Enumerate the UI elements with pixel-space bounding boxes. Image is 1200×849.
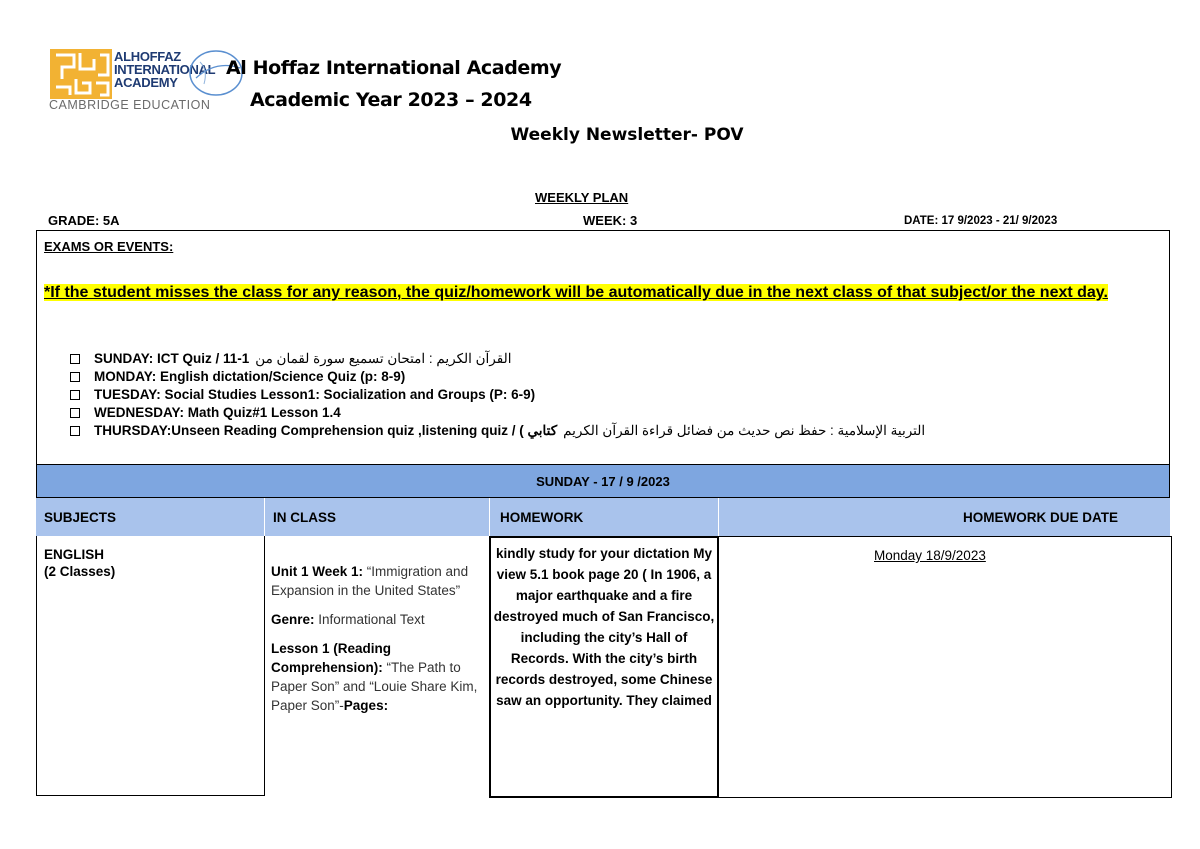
academy-logo-subtitle: CAMBRIDGE EDUCATION bbox=[49, 98, 211, 112]
school-name: Al Hoffaz International Academy bbox=[226, 57, 562, 79]
lesson-text: “The Path to Paper Son” and “Louie Share Kim, Paper Son”- bbox=[271, 660, 478, 713]
checkbox-icon[interactable] bbox=[70, 408, 80, 418]
event-item-wednesday: WEDNESDAY: Math Quiz#1 Lesson 1.4 bbox=[70, 404, 925, 422]
events-list bbox=[70, 350, 925, 440]
checkbox-icon[interactable] bbox=[70, 372, 80, 382]
week-label: WEEK: 3 bbox=[583, 213, 638, 228]
academy-logo-text: ALHOFFAZ INTERNATIONAL ACADEMY bbox=[114, 49, 216, 90]
unit-text: “Immigration and Expansion in the United States” bbox=[271, 564, 469, 598]
lesson-label: Lesson 1 (Reading Comprehension): bbox=[271, 641, 392, 675]
event-item-thursday: THURSDAY:Unseen Reading Comprehension quiz ,listening quiz / ( كتابي التربية الإسلامية : حفظ نص حديث من فضائل قراءة القرآن الكريم bbox=[70, 422, 925, 440]
grade-label: GRADE: 5A bbox=[48, 213, 120, 228]
checkbox-icon[interactable] bbox=[70, 354, 80, 364]
due-date-text: Monday 18/9/2023 bbox=[874, 548, 986, 563]
pages-label: Pages: bbox=[343, 698, 389, 713]
genre-label: Genre: bbox=[271, 612, 315, 627]
weekly-plan-label: WEEKLY PLAN bbox=[535, 190, 629, 205]
due-date-cell bbox=[717, 536, 1172, 798]
checkbox-icon[interactable] bbox=[70, 390, 80, 400]
unit-label: Unit 1 Week 1: bbox=[271, 564, 364, 579]
event-item-sunday: SUNDAY: ICT Quiz / 11-1 القرآن الكريم : امتحان تسميع سورة لقمان من bbox=[70, 350, 925, 368]
column-header-due-date: HOMEWORK DUE DATE bbox=[718, 498, 1170, 536]
homework-text: kindly study for your dictation My view 5.1 book page 20 ( In 1906, a major earthquake and a fire destroyed much of San Francisco, including the city’s Hall of Records. With the city’s birth records destroyed, some Chinese saw an opportunity. They claimed bbox=[493, 546, 715, 708]
event-item-monday: MONDAY: English dictation/Science Quiz (p: 8-9) bbox=[70, 368, 925, 386]
date-range: DATE: 17 9/2023 - 21/ 9/2023 bbox=[904, 215, 1058, 227]
day-banner: SUNDAY - 17 / 9 /2023 bbox=[36, 464, 1170, 498]
column-header-in-class: IN CLASS bbox=[264, 498, 489, 536]
event-item-tuesday: TUESDAY: Social Studies Lesson1: Socialization and Groups (P: 6-9) bbox=[70, 386, 925, 404]
academic-year: Academic Year 2023 – 2024 bbox=[250, 89, 532, 111]
academy-logo-mark bbox=[50, 49, 112, 99]
newsletter-title: Weekly Newsletter- POV bbox=[510, 125, 744, 145]
column-header-homework: HOMEWORK bbox=[489, 498, 718, 536]
events-title: EXAMS OR EVENTS: bbox=[44, 239, 174, 254]
missed-class-notice: *If the student misses the class for any reason, the quiz/homework will be automatically due in the next class of that subject/or the next day. bbox=[44, 284, 1108, 301]
subject-classes: (2 Classes) bbox=[44, 564, 116, 579]
column-header-subjects: SUBJECTS bbox=[36, 498, 264, 536]
in-class-cell bbox=[271, 562, 483, 725]
genre-text: Informational Text bbox=[314, 612, 425, 627]
checkbox-icon[interactable] bbox=[70, 426, 80, 436]
subject-name: ENGLISH bbox=[44, 547, 105, 562]
